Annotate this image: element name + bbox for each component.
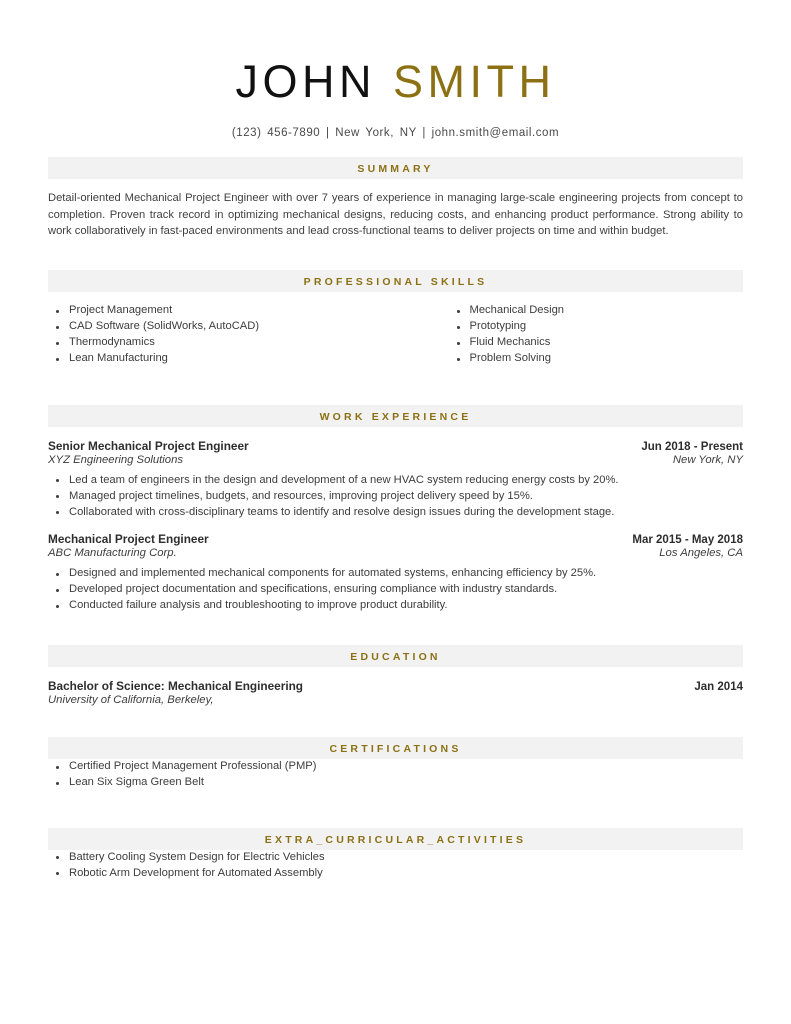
institution-name: University of California, Berkeley, bbox=[48, 694, 214, 707]
list-item: Mechanical Design bbox=[449, 303, 744, 319]
list-item: Developed project documentation and specifications, ensuring compliance with industry standards. bbox=[48, 582, 743, 598]
resume-content bbox=[48, 0, 743, 881]
section-title-extra-curricular: EXTRA_CURRICULAR_ACTIVITIES bbox=[264, 833, 527, 846]
section-title-education: EDUCATION bbox=[350, 651, 441, 664]
list-item: Lean Manufacturing bbox=[48, 351, 396, 367]
list-item: Managed project timelines, budgets, and resources, improving project delivery speed by 15%. bbox=[48, 489, 743, 505]
list-item: Prototyping bbox=[449, 319, 744, 335]
work-entry-sub bbox=[48, 454, 743, 466]
summary-text: Detail-oriented Mechanical Project Engineer with over 7 years of experience in managing large-scale engineering projects from concept to completion. Proven track record in optimizing mechanical designs, reducing costs, and enhancing product performance. Strong ability to work collaboratively in fast-paced environments and lead cross-functional teams to deliver projects on time and within budget. bbox=[48, 192, 743, 237]
list-item: Problem Solving bbox=[449, 351, 744, 367]
list-item: Lean Six Sigma Green Belt bbox=[48, 775, 743, 791]
section-title-summary: SUMMARY bbox=[357, 163, 434, 176]
skills-list-right bbox=[449, 303, 744, 367]
job-dates: Jun 2018 - Present bbox=[641, 440, 743, 453]
education-entry bbox=[48, 679, 743, 706]
list-item: CAD Software (SolidWorks, AutoCAD) bbox=[48, 319, 396, 335]
section-title-certifications: CERTIFICATIONS bbox=[329, 743, 462, 756]
section-header-skills bbox=[48, 270, 743, 292]
skills-column-left bbox=[48, 303, 396, 367]
skills-column-right bbox=[396, 303, 744, 367]
list-item: Led a team of engineers in the design and development of a new HVAC system reducing energy costs by 20%. bbox=[48, 473, 743, 489]
work-entry bbox=[48, 439, 743, 521]
section-header-certifications bbox=[48, 737, 743, 759]
list-item: Robotic Arm Development for Automated Assembly bbox=[48, 866, 743, 882]
job-dates: Mar 2015 - May 2018 bbox=[632, 534, 743, 547]
list-item: Collaborated with cross-disciplinary teams to identify and resolve design issues during the development stage. bbox=[48, 505, 743, 521]
job-title: Mechanical Project Engineer bbox=[48, 532, 209, 547]
work-entry bbox=[48, 532, 743, 614]
degree-date: Jan 2014 bbox=[694, 681, 743, 694]
list-item: Designed and implemented mechanical components for automated systems, enhancing efficiency by 25%. bbox=[48, 566, 743, 582]
resume-header bbox=[48, 0, 743, 139]
section-title-work-experience: WORK EXPERIENCE bbox=[319, 410, 472, 423]
degree-title: Bachelor of Science: Mechanical Engineering bbox=[48, 679, 304, 694]
work-entry-head bbox=[48, 532, 743, 546]
job-title: Senior Mechanical Project Engineer bbox=[48, 438, 249, 453]
job-company: ABC Manufacturing Corp. bbox=[48, 547, 177, 560]
work-entry-sub bbox=[48, 547, 743, 559]
extra-curricular-list bbox=[48, 850, 743, 882]
list-item: Certified Project Management Professional (PMP) bbox=[48, 759, 743, 775]
section-title-skills: PROFESSIONAL SKILLS bbox=[303, 276, 488, 289]
job-location: Los Angeles, CA bbox=[659, 547, 743, 560]
candidate-first-name: JOHN bbox=[235, 56, 376, 107]
skills-list-left bbox=[48, 303, 396, 367]
list-item: Thermodynamics bbox=[48, 335, 396, 351]
job-location: New York, NY bbox=[672, 453, 743, 466]
education-entry-head bbox=[48, 679, 743, 693]
work-entry-head bbox=[48, 439, 743, 453]
section-header-work-experience bbox=[48, 405, 743, 427]
job-company: XYZ Engineering Solutions bbox=[48, 453, 184, 466]
education-entry-sub bbox=[48, 694, 743, 706]
job-bullets bbox=[48, 566, 743, 614]
list-item: Battery Cooling System Design for Electric Vehicles bbox=[48, 850, 743, 866]
contact-line: (123) 456-7890 | New York, NY | john.smith@email.com bbox=[231, 127, 560, 140]
candidate-name bbox=[48, 58, 743, 105]
skills-columns bbox=[48, 303, 743, 367]
section-header-education bbox=[48, 645, 743, 667]
list-item: Project Management bbox=[48, 303, 396, 319]
section-header-extra-curricular bbox=[48, 828, 743, 850]
section-header-summary bbox=[48, 157, 743, 179]
list-item: Fluid Mechanics bbox=[449, 335, 744, 351]
list-item: Conducted failure analysis and troubleshooting to improve product durability. bbox=[48, 598, 743, 614]
job-bullets bbox=[48, 473, 743, 521]
candidate-last-name: SMITH bbox=[393, 56, 556, 107]
certifications-list bbox=[48, 759, 743, 791]
